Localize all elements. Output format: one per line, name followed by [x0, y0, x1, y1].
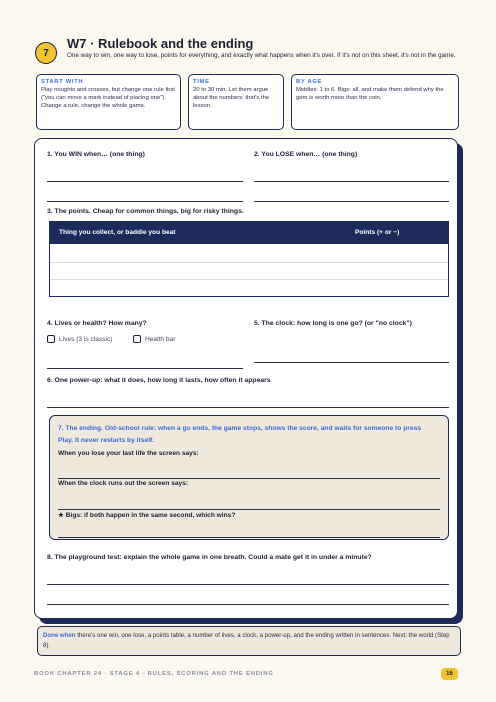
checkbox-label: Lives (3 is classic) [59, 335, 113, 343]
answer-line-lose-2[interactable] [254, 201, 449, 202]
ending-heading: 7. The ending. Old-school rule: when a go ends, the game stops, shows the score, and waits for someone to press Play. It never restarts by itself. [58, 425, 422, 444]
points-table-row[interactable] [50, 262, 448, 263]
answer-line-lives[interactable] [47, 368, 243, 369]
column-header-points: Points (+ or −) [355, 229, 400, 236]
info-box-start-with [36, 74, 181, 130]
answer-line-playground-2[interactable] [47, 604, 449, 605]
ending-section [49, 415, 449, 540]
worksheet-header [32, 36, 464, 70]
answer-line-playground-1[interactable] [47, 584, 449, 585]
question-points: 3. The points. Cheap for common things, big for risky things. [47, 208, 244, 215]
step-badge: 7 [35, 42, 57, 64]
checkbox-label: Health bar [145, 335, 176, 343]
column-header-thing: Thing you collect, or baddie you beat [59, 229, 176, 236]
question-win: 1. You WIN when… (one thing) [47, 151, 145, 158]
question-lose: 2. You LOSE when… (one thing) [254, 151, 358, 158]
question-clock: 5. The clock: how long is one go? (or "no clock") [254, 320, 412, 327]
points-table-header [50, 222, 448, 244]
page-footer: BOOK CHAPTER 24 · STAGE 4 · RULES, SCORING AND THE ENDING [34, 671, 274, 677]
answer-line-last-life[interactable] [58, 478, 440, 479]
answer-line-win-1[interactable] [47, 181, 243, 182]
info-box-by-age [291, 74, 459, 130]
lives-option[interactable] [47, 335, 113, 343]
info-box-time [188, 74, 284, 130]
checkbox[interactable] [47, 335, 55, 343]
answer-line-win-2[interactable] [47, 201, 243, 202]
answer-line-power-up[interactable] [47, 407, 449, 408]
question-playground-test: 8. The playground test: explain the whole game in one breath. Could a mate get it in under a minute? [47, 554, 372, 561]
page-subtitle: One way to win, one way to lose, points for everything, and exactly what happens when it's over. If it's not on this sheet, it's not in the game. [67, 52, 456, 59]
info-box-label: START WITH [41, 79, 84, 85]
done-when-box [37, 626, 461, 656]
answer-line-lose-1[interactable] [254, 181, 449, 182]
info-box-label: TIME [193, 79, 210, 85]
answer-line-clock[interactable] [254, 362, 449, 363]
health-bar-option[interactable] [133, 335, 175, 343]
ending-question-both: ★ Bigs: if both happen in the same second, which wins? [58, 512, 236, 519]
ending-question-last-life: When you lose your last life the screen says: [58, 450, 199, 457]
info-box-label: BY AGE [296, 79, 323, 85]
info-box-text: Middles: 1 to 6. Bigs: all, and make them defend why the gem is worth more than the coin. [296, 87, 444, 101]
page-title: W7 · Rulebook and the ending [67, 36, 254, 51]
answer-line-clock-out[interactable] [58, 509, 440, 510]
done-when-text: there's one win, one lose, a points table, a number of lives, a clock, a power-up, and the ending written in sentences. Next: the world (Step 8). [43, 632, 450, 649]
done-when-label: Done when [43, 632, 76, 639]
question-power-up: 6. One power-up: what it does, how long it lasts, how often it appears [47, 377, 271, 384]
page-number: 16 [441, 668, 458, 680]
worksheet-card [34, 138, 458, 619]
question-lives: 4. Lives or health? How many? [47, 320, 147, 327]
points-table-row[interactable] [50, 279, 448, 280]
info-box-text: 20 to 30 min. Let them argue about the numbers; that's the lesson. [193, 87, 270, 109]
answer-line-both[interactable] [58, 537, 440, 538]
checkbox[interactable] [133, 335, 141, 343]
points-table [49, 221, 449, 297]
info-box-text: Play noughts and crosses, but change one rule first ("you can move a mark instead of placing one"). Change a rule, change the whole game. [41, 87, 175, 109]
ending-question-clock-out: When the clock runs out the screen says: [58, 480, 189, 487]
